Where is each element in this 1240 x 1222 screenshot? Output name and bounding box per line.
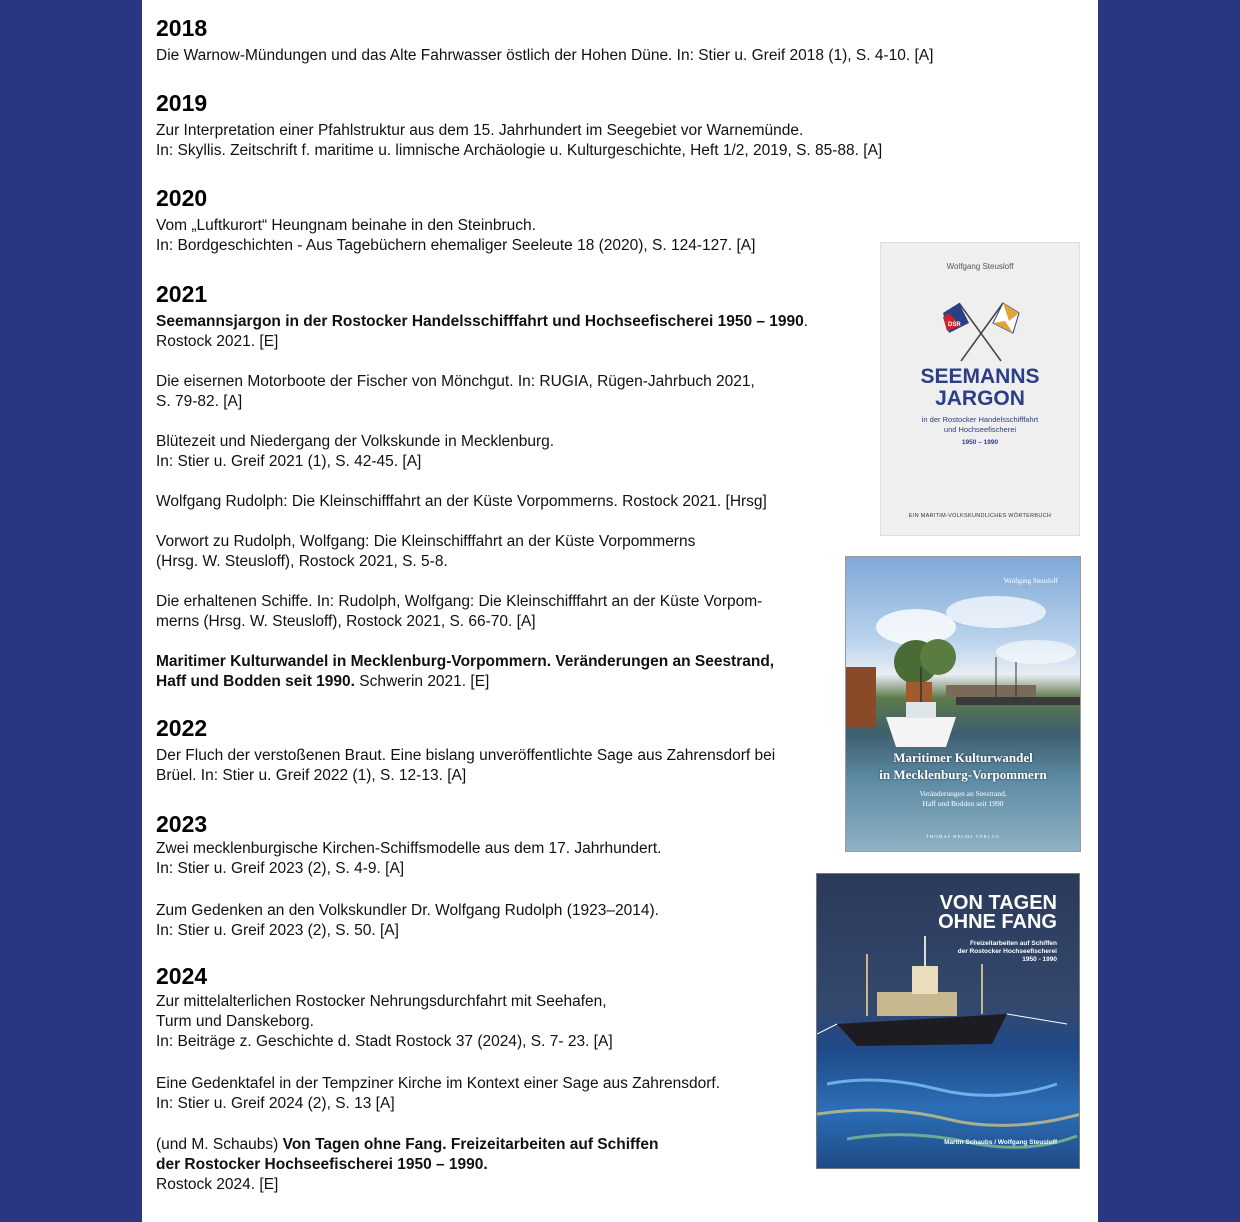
cover-subtitle-line: Veränderungen an Seestrand, bbox=[919, 789, 1007, 798]
entry-text: In: Bordgeschichten - Aus Tagebüchern ehemaliger Seeleute 18 (2020), S. 124-127. [A] bbox=[156, 237, 756, 254]
book-cover-seemannsjargon bbox=[880, 242, 1080, 536]
entry-text: Brüel. In: Stier u. Greif 2022 (1), S. 12-13. [A] bbox=[156, 767, 467, 784]
entry-text: Vorwort zu Rudolph, Wolfgang: Die Kleinschifffahrt an der Küste Vorpommerns bbox=[156, 533, 696, 550]
entry-text: Die Warnow-Mündungen und das Alte Fahrwasser östlich der Hohen Düne. In: Stier u. Greif 2018 (1), S. 4-10. [A] bbox=[156, 47, 934, 64]
publication-entry-2023-1 bbox=[156, 839, 661, 879]
entry-text: Zur Interpretation einer Pfahlstruktur aus dem 15. Jahrhundert im Seegebiet vor Warnemünde. bbox=[156, 122, 804, 139]
cover-subtitle-line: Freizeitarbeiten auf Schiffen bbox=[969, 940, 1057, 947]
cover-authors: Martin Schaubs / Wolfgang Steusloff bbox=[944, 1139, 1057, 1146]
entry-text: . bbox=[803, 313, 809, 330]
publication-entry-2021-1 bbox=[156, 312, 808, 352]
entry-text: Zur mittelalterlichen Rostocker Nehrungsdurchfahrt mit Seehafen, bbox=[156, 993, 607, 1010]
year-heading-2023: 2023 bbox=[156, 811, 208, 837]
year-heading-2022: 2022 bbox=[156, 715, 208, 741]
year-heading-2020: 2020 bbox=[156, 185, 208, 211]
entry-text: Die eisernen Motorboote der Fischer von Mönchgut. In: RUGIA, Rügen-Jahrbuch 2021, bbox=[156, 373, 755, 390]
publication-entry-2024-2 bbox=[156, 1074, 720, 1114]
publication-entry-2021-5 bbox=[156, 532, 695, 572]
publication-entry-2022-1 bbox=[156, 746, 775, 786]
publication-entry-2021-3 bbox=[156, 432, 554, 472]
entry-text: Zwei mecklenburgische Kirchen-Schiffsmodelle aus dem 17. Jahrhundert. bbox=[156, 840, 662, 857]
cover-years: 1950 – 1990 bbox=[961, 439, 999, 446]
entry-text: Eine Gedenktafel in der Tempziner Kirche im Kontext einer Sage aus Zahrensdorf. bbox=[156, 1075, 721, 1092]
cover-author: Wolfgang Steusloff bbox=[946, 262, 1014, 271]
book-title: Von Tagen ohne Fang. Freizeitarbeiten auf Schiffen bbox=[282, 1136, 659, 1153]
book-title: Seemannsjargon in der Rostocker Handelsschifffahrt und Hochseefischerei 1950 – 1990 bbox=[156, 313, 804, 330]
cover-title-line: JARGON bbox=[935, 387, 1025, 410]
year-heading-2018: 2018 bbox=[156, 15, 208, 41]
entry-text: In: Skyllis. Zeitschrift f. maritime u. limnische Archäologie u. Kulturgeschichte, Heft 1/2, 2019, S. 85-88. [A] bbox=[156, 142, 883, 159]
crossed-flags-icon bbox=[939, 299, 1023, 363]
cover-subtitle-line: der Rostocker Hochseefischerei bbox=[957, 948, 1057, 955]
cover-footer: EIN MARITIM-VOLKSKUNDLICHES WÖRTERBUCH bbox=[908, 513, 1052, 519]
entry-text: Schwerin 2021. [E] bbox=[354, 673, 490, 690]
entry-text: Blütezeit und Niedergang der Volkskunde in Mecklenburg. bbox=[156, 433, 555, 450]
entry-text: S. 79-82. [A] bbox=[156, 393, 243, 410]
cover-subtitle-line: und Hochseefischerei bbox=[943, 425, 1017, 434]
entry-text: Zum Gedenken an den Volkskundler Dr. Wolfgang Rudolph (1923–2014). bbox=[156, 902, 659, 919]
cover-subtitle-line: 1950 - 1990 bbox=[1022, 956, 1057, 963]
cover-title-line: Maritimer Kulturwandel bbox=[893, 750, 1033, 765]
entry-text: Rostock 2021. [E] bbox=[156, 333, 279, 350]
publication-entry-2020-1 bbox=[156, 216, 755, 256]
entry-text: Turm und Danskeborg. bbox=[156, 1013, 314, 1030]
cover-subtitle bbox=[846, 789, 1080, 809]
book-title: Maritimer Kulturwandel in Mecklenburg-Vorpommern. Veränderungen an Seestrand, bbox=[156, 653, 775, 670]
publication-entry-2021-2 bbox=[156, 372, 755, 412]
cover-title-line: SEEMANNS bbox=[920, 365, 1040, 388]
publication-entry-2018-1 bbox=[156, 46, 933, 66]
cover-subtitle-line: in der Rostocker Handelsschifffahrt bbox=[921, 415, 1039, 424]
book-title: Haff und Bodden seit 1990. bbox=[156, 673, 355, 690]
cover-title-line: in Mecklenburg-Vorpommern bbox=[879, 767, 1047, 782]
entry-text: In: Stier u. Greif 2021 (1), S. 42-45. [A] bbox=[156, 453, 422, 470]
publication-entry-2019-1 bbox=[156, 121, 882, 161]
publication-entry-2024-3 bbox=[156, 1135, 658, 1195]
cover-author: Wolfgang Steusloff bbox=[1003, 577, 1058, 585]
book-title: der Rostocker Hochseefischerei 1950 – 1990. bbox=[156, 1156, 488, 1173]
publication-entry-2021-7 bbox=[156, 652, 774, 692]
cover-title bbox=[881, 366, 1079, 410]
cover-title-line: OHNE FANG bbox=[938, 911, 1057, 933]
entry-text: In: Stier u. Greif 2024 (2), S. 13 [A] bbox=[156, 1095, 395, 1112]
year-heading-2021: 2021 bbox=[156, 281, 208, 307]
entry-text: Die erhaltenen Schiffe. In: Rudolph, Wolfgang: Die Kleinschifffahrt an der Küste Vorpom- bbox=[156, 593, 763, 610]
book-cover-maritimer-kulturwandel bbox=[845, 556, 1081, 852]
cover-subtitle bbox=[881, 415, 1079, 435]
cover-subtitle bbox=[958, 940, 1057, 964]
year-heading-2024: 2024 bbox=[156, 963, 208, 989]
cover-publisher: THOMAS HELMS VERLAG bbox=[926, 834, 1000, 839]
entry-text: Rostock 2024. [E] bbox=[156, 1176, 279, 1193]
cover-subtitle-line: Haff und Bodden seit 1990 bbox=[922, 799, 1004, 808]
entry-text: Der Fluch der verstoßenen Braut. Eine bislang unveröffentlichte Sage aus Zahrensdorf bei bbox=[156, 747, 776, 764]
publication-entry-2024-1 bbox=[156, 992, 613, 1052]
entry-text: (und M. Schaubs) bbox=[156, 1136, 283, 1153]
publication-page bbox=[142, 0, 1098, 1222]
entry-text: In: Beiträge z. Geschichte d. Stadt Rostock 37 (2024), S. 7- 23. [A] bbox=[156, 1033, 613, 1050]
year-heading-2019: 2019 bbox=[156, 90, 208, 116]
entry-text: Wolfgang Rudolph: Die Kleinschifffahrt an der Küste Vorpommerns. Rostock 2021. [Hrsg] bbox=[156, 493, 767, 510]
cover-title bbox=[938, 894, 1057, 932]
entry-text: Vom „Luftkurort“ Heungnam beinahe in den Steinbruch. bbox=[156, 217, 536, 234]
entry-text: In: Stier u. Greif 2023 (2), S. 50. [A] bbox=[156, 922, 399, 939]
publication-entry-2021-6 bbox=[156, 592, 762, 632]
entry-text: merns (Hrsg. W. Steusloff), Rostock 2021, S. 66-70. [A] bbox=[156, 613, 536, 630]
cover-title-line: VON TAGEN bbox=[939, 892, 1057, 914]
entry-text: In: Stier u. Greif 2023 (2), S. 4-9. [A] bbox=[156, 860, 405, 877]
cover-title bbox=[846, 749, 1080, 783]
book-cover-von-tagen-ohne-fang bbox=[816, 873, 1080, 1169]
publication-entry-2021-4 bbox=[156, 492, 767, 512]
flag-label: DSR bbox=[948, 322, 961, 328]
publication-entry-2023-2 bbox=[156, 901, 659, 941]
entry-text: (Hrsg. W. Steusloff), Rostock 2021, S. 5-8. bbox=[156, 553, 448, 570]
